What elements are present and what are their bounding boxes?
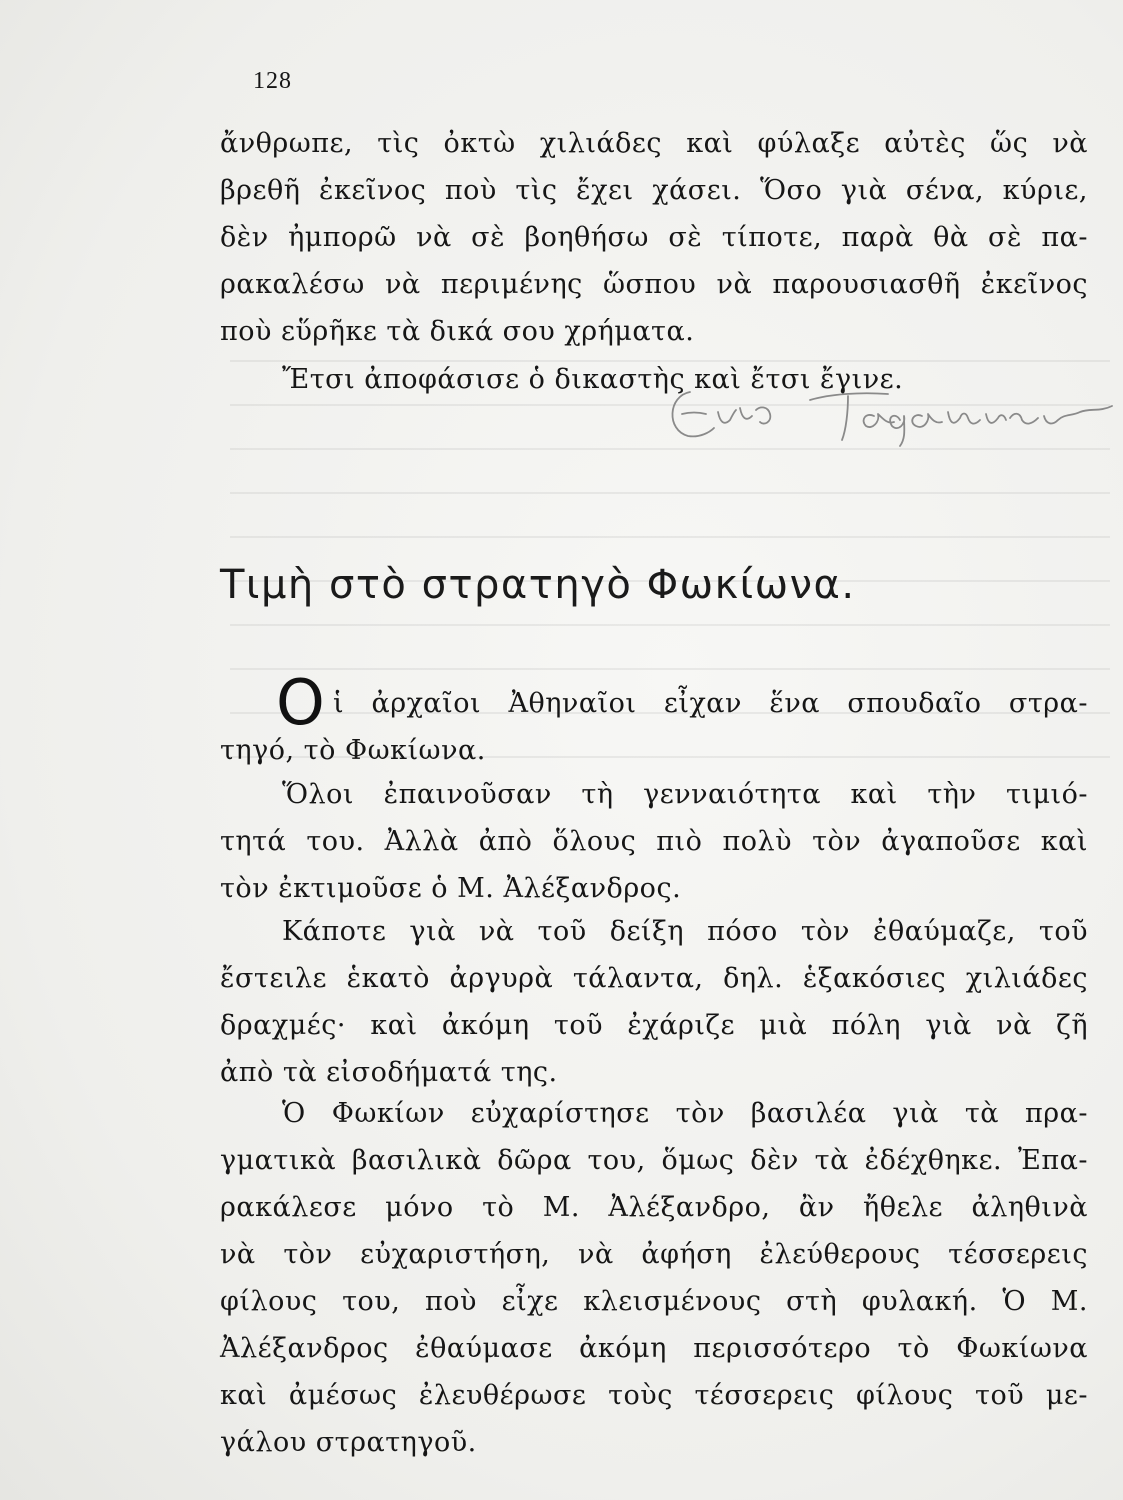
text-line: τητά του. Ἀλλὰ ἀπὸ ὅλους πιὸ πολὺ τὸν ἀγαποῦσε καὶ xyxy=(220,826,1088,857)
text-line: ρακαλέσω νὰ περιμένης ὥσπου νὰ παρουσιασθῆ ἐκεῖνος xyxy=(220,269,1088,300)
text-line: γάλου στρατηγοῦ. xyxy=(220,1427,477,1458)
page-number: 128 xyxy=(253,68,292,94)
text-line: καὶ ἀμέσως ἐλευθέρωσε τοὺς τέσσερεις φίλους τοῦ με- xyxy=(220,1380,1088,1411)
text-line: ἀπὸ τὰ εἰσοδήματά της. xyxy=(220,1057,558,1088)
text-line: φίλους του, ποὺ εἶχε κλεισμένους στὴ φυλακή. Ὁ Μ. xyxy=(220,1286,1088,1317)
drop-cap: Ο xyxy=(276,666,325,739)
text-line: Ἀλέξανδρος ἐθαύμασε ἀκόμη περισσότερο τὸ Φωκίωνα xyxy=(220,1333,1088,1364)
text-line: ποὺ εὕρῆκε τὰ δικά σου χρήματα. xyxy=(220,316,695,347)
text-line: νὰ τὸν εὐχαριστήση, νὰ ἀφήση ἐλεύθερους τέσσερεις xyxy=(220,1239,1088,1270)
text-line: δὲν ἠμπορῶ νὰ σὲ βοηθήσω σὲ τίποτε, παρὰ θὰ σὲ πα- xyxy=(220,222,1088,253)
text-line: ἔστειλε ἑκατὸ ἀργυρὰ τάλαντα, δηλ. ἑξακόσιες χιλιάδες xyxy=(220,963,1088,994)
text-line: Κάποτε γιὰ νὰ τοῦ δείξη πόσο τὸν ἐθαύμαζε, τοῦ xyxy=(282,916,1088,947)
closing-sentence: Ἔτσι ἀποφάσισε ὁ δικαστὴς καὶ ἔτσι ἔγινε. xyxy=(282,364,904,395)
text-line: Ὁ Φωκίων εὐχαρίστησε τὸν βασιλέα γιὰ τὰ πρα- xyxy=(282,1098,1088,1129)
section-title: Τιμὴ στὸ στρατηγὸ Φωκίωνα. xyxy=(220,562,856,608)
text-line: γματικὰ βασιλικὰ δῶρα του, ὅμως δὲν τὰ ἐδέχθηκε. Ἐπα- xyxy=(220,1145,1088,1176)
text-line: βρεθῆ ἐκεῖνος ποὺ τὶς ἔχει χάσει. Ὅσο γιὰ σένα, κύριε, xyxy=(220,175,1088,206)
text-line: ἄνθρωπε, τὶς ὀκτὼ χιλιάδες καὶ φύλαξε αὐτὲς ὥς νὰ xyxy=(220,128,1088,159)
text-line: τὸν ἐκτιμοῦσε ὁ Μ. Ἀλέξανδρος. xyxy=(220,873,682,904)
text-line: δραχμές· καὶ ἀκόμη τοῦ ἐχάριζε μιὰ πόλη γιὰ νὰ ζῆ xyxy=(220,1010,1088,1041)
text-line: τηγό, τὸ Φωκίωνα. xyxy=(220,735,486,766)
handwritten-signature-icon xyxy=(660,372,1120,452)
text-line: ἱ ἀρχαῖοι Ἀθηναῖοι εἶχαν ἕνα σπουδαῖο στρα- xyxy=(333,688,1088,719)
text-line: ρακάλεσε μόνο τὸ Μ. Ἀλέξανδρο, ἂν ἤθελε ἀληθινὰ xyxy=(220,1192,1088,1223)
text-line: Ὅλοι ἐπαινοῦσαν τὴ γενναιότητα καὶ τὴν τιμιό- xyxy=(282,779,1088,810)
